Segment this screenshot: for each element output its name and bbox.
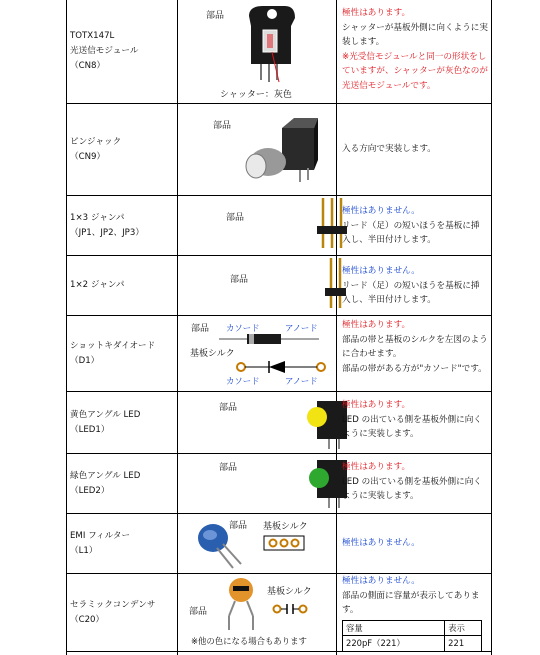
- table-row-c20: [66, 574, 492, 652]
- part-name-cell: [66, 514, 177, 573]
- description-cell: [342, 398, 488, 442]
- part-image-cell: [177, 104, 336, 195]
- capacitor-silk-icon: [272, 603, 308, 615]
- description-line: 極性はありません。: [342, 576, 420, 586]
- part-label: 部品: [229, 521, 248, 531]
- silk-label: 基板シルク: [263, 522, 308, 532]
- description-line: 部品の帯がある方が"カソード"です。: [342, 363, 487, 374]
- diode-part-icon: [219, 333, 319, 345]
- shutter-label: シャッター：灰色: [220, 90, 292, 100]
- diode-silk-icon: [235, 360, 327, 374]
- description-line: 部品の帯と基板のシルクを左図のように合わせます。: [342, 334, 488, 360]
- part-name-cell: [66, 574, 177, 651]
- part-name-line: （CN9）: [70, 151, 106, 162]
- cathode-label: カソード: [226, 323, 260, 333]
- part-name-line: （D1）: [70, 355, 100, 366]
- part-name-line: （JP1、JP2、JP3）: [70, 227, 144, 238]
- part-name-cell: [66, 104, 177, 195]
- description-cell: [342, 536, 488, 551]
- part-name-line: セラミックコンデンサ: [70, 599, 156, 610]
- emi-silk-icon: [263, 535, 305, 551]
- description-line: シャッターが基板外側に向くように実装します。: [342, 22, 488, 48]
- ceramic-capacitor-icon: [221, 576, 261, 632]
- description-line: 極性はあります。: [342, 462, 411, 472]
- capacitance-table-row: [343, 636, 482, 652]
- part-label: 部品: [189, 607, 208, 617]
- part-name-line: （LED2）: [70, 485, 110, 496]
- anode-label: アノード: [285, 376, 318, 386]
- table-row-jp-1x3: [66, 196, 492, 256]
- description-cell: [342, 574, 488, 652]
- part-name-line: 緑色アングル LED: [70, 470, 141, 481]
- part-image-cell: [177, 392, 336, 453]
- part-label: 部品: [219, 403, 238, 413]
- part-name-line: 1×2 ジャンパ: [70, 280, 125, 290]
- description-cell: [342, 6, 488, 94]
- capacitance-value-cell: 220pF（221）: [343, 636, 445, 652]
- description-line: 極性はあります。: [342, 8, 411, 18]
- part-image-cell: [177, 514, 336, 573]
- capacitance-table-header: [343, 620, 482, 636]
- part-name-cell: [66, 256, 177, 315]
- description-cell: [342, 264, 488, 308]
- table-row-led2: [66, 454, 492, 514]
- table-row-led1: [66, 392, 492, 454]
- part-name-line: （L1）: [70, 545, 98, 556]
- part-image-cell: [177, 316, 336, 391]
- part-label: 部品: [230, 275, 249, 285]
- part-name-line: TOTX147L: [70, 31, 115, 41]
- part-label: 部品: [206, 11, 225, 21]
- table-row-cn9: [66, 104, 492, 196]
- part-name-line: 黄色アングル LED: [70, 409, 141, 420]
- capacitance-header-cell: 容量: [343, 620, 445, 636]
- part-image-cell: [177, 256, 336, 315]
- silk-label: 基板シルク: [267, 587, 312, 597]
- part-image-cell: [177, 196, 336, 255]
- silk-label: 基板シルク: [190, 349, 235, 359]
- description-line: LED の出ている側を基板外側に向くように実装します。: [342, 414, 482, 440]
- table-row-cn8: [66, 0, 492, 104]
- description-cell: [342, 460, 488, 504]
- part-name-cell: [66, 454, 177, 513]
- part-label: 部品: [226, 213, 245, 223]
- part-image-cell: [177, 0, 336, 103]
- table-row-jp-1x2: [66, 256, 492, 316]
- part-name-cell: [66, 196, 177, 255]
- part-label: 部品: [213, 121, 232, 131]
- table-row-d1: [66, 316, 492, 392]
- description-line: 部品の側面に容量が表示してあります。: [342, 590, 480, 616]
- marking-value-cell: 221: [445, 636, 482, 652]
- part-name-cell: [66, 316, 177, 391]
- part-name-line: （CN8）: [70, 61, 106, 71]
- description-line: 極性はあります。: [342, 320, 411, 330]
- anode-label: アノード: [285, 323, 318, 333]
- part-name-line: （LED1）: [70, 424, 110, 435]
- part-name-cell: [66, 0, 177, 103]
- description-line: リード（足）の短いほうを基板に挿入し、半田付けします。: [342, 220, 480, 246]
- part-name-line: ピンジャック: [70, 136, 122, 147]
- cathode-label: カソード: [226, 376, 260, 386]
- description-line: ※光受信モジュールと同一の形状をしていますが、シャッターが灰色なのが光送信モジュールです。: [342, 51, 488, 91]
- description-line: リード（足）の短いほうを基板に挿入し、半田付けします。: [342, 280, 480, 306]
- color-note: ※他の色になる場合もあります: [191, 636, 307, 646]
- table-row-l1: [66, 514, 492, 574]
- pin-jack-icon: [242, 110, 322, 190]
- part-name-line: （C20）: [70, 614, 105, 625]
- part-name-cell: [66, 392, 177, 453]
- optical-module-icon: [239, 4, 299, 84]
- description-line: 入る方向で実装します。: [342, 144, 436, 154]
- part-name-line: EMI フィルター: [70, 530, 131, 541]
- marking-header-cell: 表示: [445, 620, 482, 636]
- description-line: LED の出ている側を基板外側に向くように実装します。: [342, 476, 482, 502]
- description-line: 極性はありません。: [342, 266, 420, 276]
- part-name-line: 1×3 ジャンパ: [70, 212, 125, 223]
- capacitance-table: [342, 620, 482, 652]
- part-name-line: 光送信モジュール: [70, 46, 139, 56]
- part-name-line: ショットキダイオード: [70, 340, 156, 351]
- part-image-cell: [177, 574, 336, 651]
- description-line: 極性はありません。: [342, 538, 420, 548]
- description-cell: [342, 204, 488, 248]
- part-image-cell: [177, 454, 336, 513]
- description-cell: [342, 142, 488, 157]
- part-label: 部品: [191, 324, 210, 334]
- description-line: 極性はありません。: [342, 206, 420, 216]
- part-label: 部品: [219, 463, 238, 473]
- description-cell: [342, 318, 488, 376]
- description-line: 極性はあります。: [342, 400, 411, 410]
